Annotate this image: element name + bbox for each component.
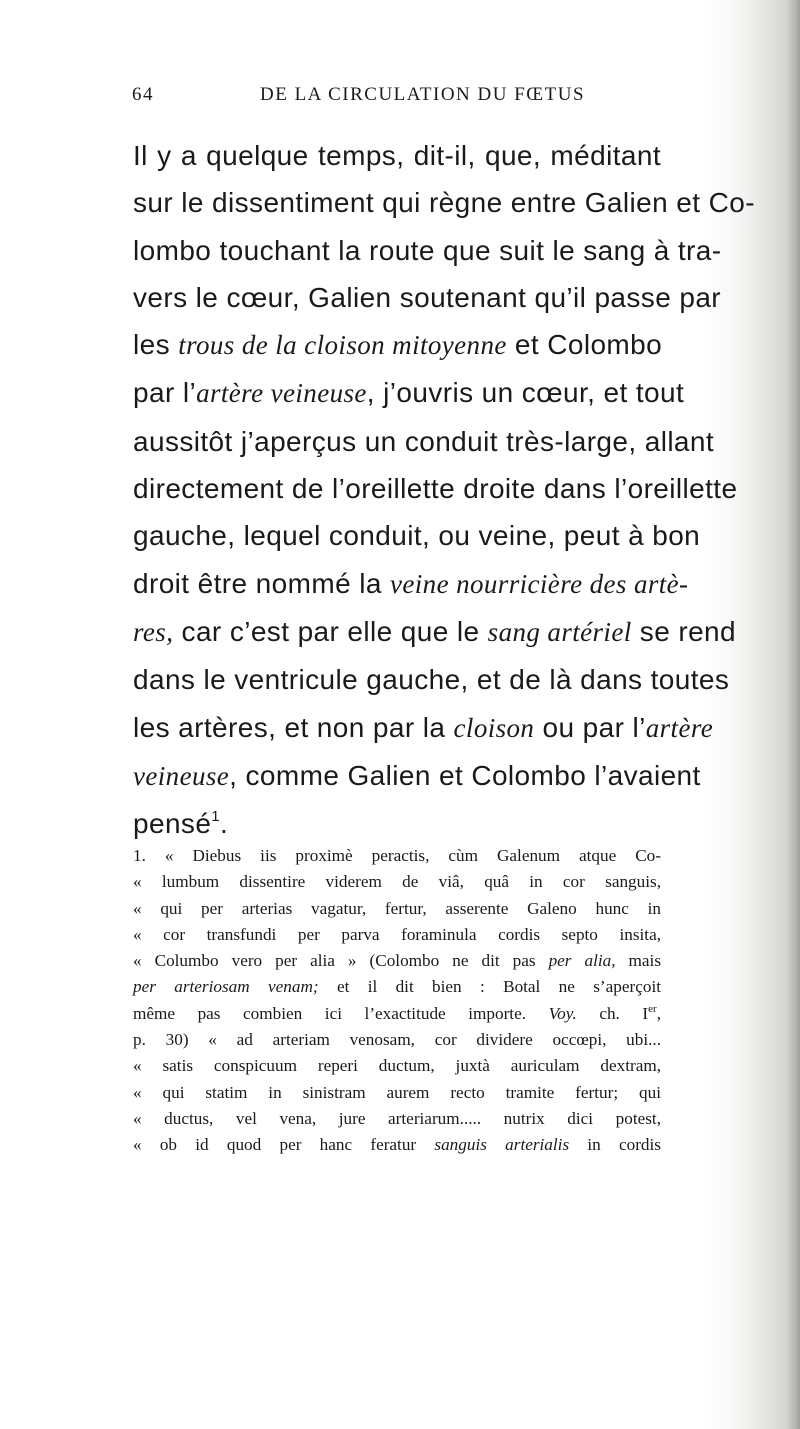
text-line: pensé$^1$. (133, 808, 229, 840)
footnote-line: « qui statim in sinistram aurem recto tramite fertur; qui (133, 1082, 661, 1102)
footnote-line: « ob id quod per hanc feratur sanguis arterialis in cordis (133, 1135, 661, 1155)
footnote-line: per arteriosam venam; et il dit bien : Botal ne s’aperçoit (133, 977, 661, 997)
italic-term: veine nourricière des artè- (390, 568, 689, 599)
text-line: directement de l’oreillette droite dans l’oreillette (133, 473, 738, 505)
italic-term: artère veineuse (196, 378, 367, 409)
text-line: par l’artère veineuse, j’ouvris un cœur, et tout (133, 377, 685, 409)
text-line: veineuse, comme Galien et Colombo l’avaient (133, 759, 701, 791)
italic-term: Voy. (548, 1003, 577, 1023)
italic-term: sanguis arterialis (434, 1135, 570, 1155)
footnote-line: « qui per arterias vagatur, fertur, asserente Galeno hunc in (133, 898, 661, 918)
italic-term: cloison (453, 712, 535, 743)
italic-term: trous de la cloison mitoyenne (178, 330, 507, 361)
text-line: vers le cœur, Galien soutenant qu’il passe par (133, 281, 722, 313)
text-line: droit être nommé la veine nourricière des artè- (133, 567, 689, 599)
footnote-line: « satis conspicuum reperi ductum, juxtà auriculam dextram, (133, 1056, 661, 1076)
italic-term: per alia, (548, 951, 616, 971)
text-line: les trous de la cloison mitoyenne et Colombo (133, 329, 663, 361)
italic-term: sang artériel (487, 616, 632, 647)
running-head (132, 84, 672, 114)
superscript: er (648, 1002, 657, 1015)
page-edge-shadow (786, 0, 800, 1429)
footnote-line: « ductus, vel vena, jure arteriarum..... nutrix dici potest, (133, 1108, 661, 1128)
footnote-marker: 1 (211, 808, 221, 826)
italic-term: res, (133, 616, 174, 647)
italic-term: veineuse (133, 760, 230, 791)
text-line: les artères, et non par la cloison ou par l’artère (133, 711, 714, 743)
text-line: dans le ventricule gauche, et de là dans toutes (133, 664, 730, 696)
text-line: aussitôt j’aperçus un conduit très-large, allant (133, 425, 715, 457)
footnote-line: 1. « Diebus iis proximè peractis, cùm Galenum atque Co- (133, 846, 661, 865)
footnote-line: « Columbo vero per alia » (Colombo ne dit pas per alia, mais (133, 951, 662, 971)
italic-term: per arteriosam venam; (133, 977, 319, 997)
text-line: sur le dissentiment qui règne entre Galien et Co- (133, 187, 755, 219)
footnote-line: « cor transfundi per parva foraminula cordis septo insita, (133, 924, 661, 944)
footnote-line: p. 30) « ad arteriam venosam, cor dividere occœpi, ubi... (133, 1030, 661, 1050)
footnote (133, 843, 661, 1159)
text-line: res, car c’est par elle que le sang artériel se rend (133, 615, 736, 647)
footnote-line: « lumbum dissentire viderem de viâ, quâ in cor sanguis, (133, 872, 661, 892)
running-title: DE LA CIRCULATION DU FŒTUS (260, 84, 586, 105)
text-line: lombo touchant la route que suit le sang à tra- (133, 234, 722, 266)
text-line: gauche, lequel conduit, ou veine, peut à bon (133, 520, 701, 552)
italic-term: artère (645, 712, 714, 743)
main-paragraph (133, 132, 755, 847)
footnote-line: même pas combien ici l’exactitude importe. Voy. ch. Ier, (133, 1002, 661, 1023)
page-number: 64 (132, 84, 154, 105)
text-line: Il y a quelque temps, dit-il, que, méditant (133, 140, 661, 171)
